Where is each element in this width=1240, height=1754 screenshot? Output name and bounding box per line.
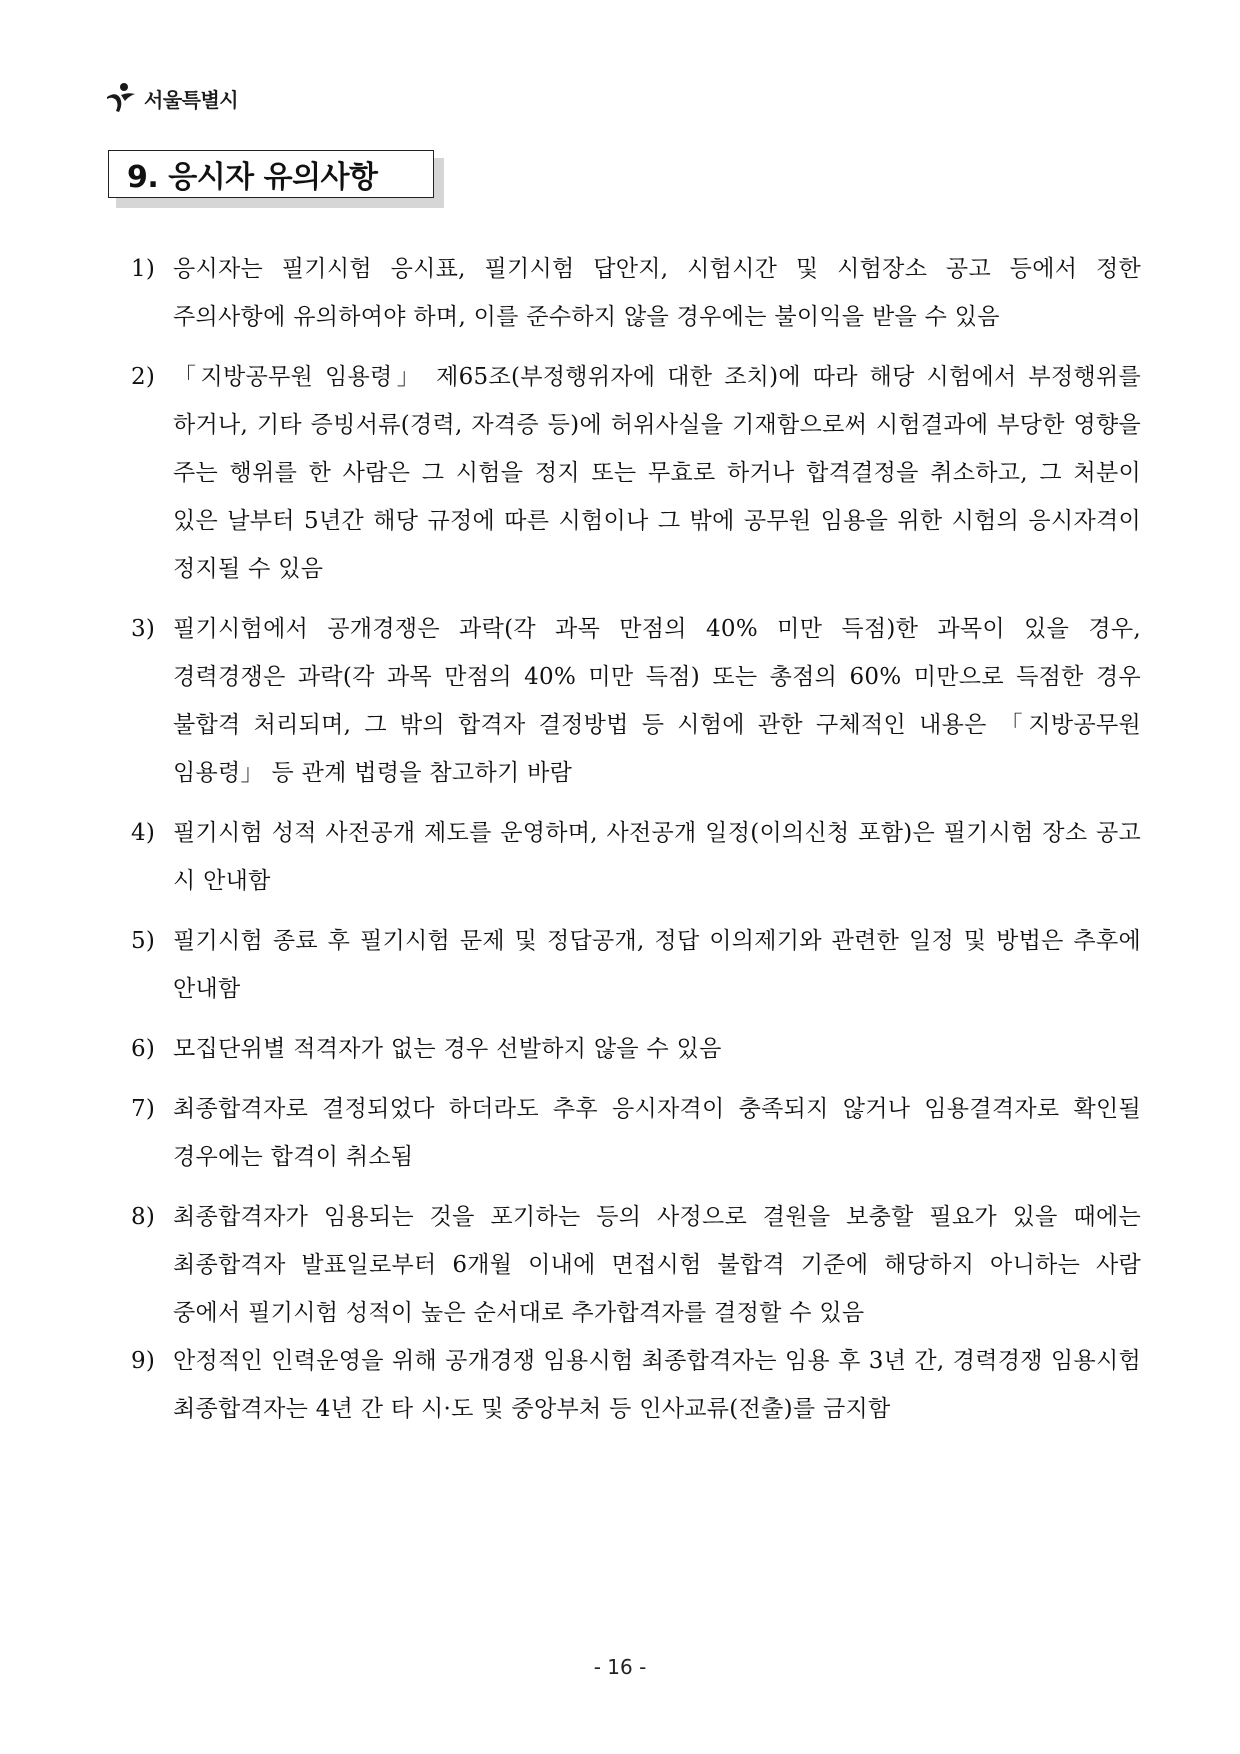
notice-item: [131, 353, 1141, 593]
notice-item: [131, 1085, 1141, 1181]
notice-item: [131, 245, 1141, 341]
notice-item: [131, 1337, 1141, 1433]
notice-item: [131, 1193, 1141, 1337]
notice-item-text: 필기시험 종료 후 필기시험 문제 및 정답공개, 정답 이의제기와 관련한 일정 및 방법은 추후에 안내함: [173, 928, 1141, 1002]
notice-item-text: 최종합격자로 결정되었다 하더라도 추후 응시자격이 충족되지 않거나 임용결격자로 확인될 경우에는 합격이 취소됨: [173, 1096, 1141, 1170]
notice-list: [131, 245, 1141, 1433]
notice-item-text: 최종합격자가 임용되는 것을 포기하는 등의 사정으로 결원을 보충할 필요가 있을 때에는 최종합격자 발표일로부터 6개월 이내에 면접시험 불합격 기준에 해당하지 아니하는 사람 중에서 필기시험 성적이 높은 순서대로 추가합격자를 결정할 수 있음: [173, 1204, 1141, 1326]
section-title-wrap: [108, 150, 434, 198]
notice-item-text: 모집단위별 적격자가 없는 경우 선발하지 않을 수 있음: [173, 1036, 722, 1062]
notice-item-number: 3): [131, 616, 156, 642]
notice-item-number: 9): [131, 1348, 156, 1374]
section-title: 9. 응시자 유의사항: [108, 150, 434, 198]
org-logo: [104, 80, 238, 116]
notice-item-text: 필기시험 성적 사전공개 제도를 운영하며, 사전공개 일정(이의신청 포함)은 필기시험 장소 공고 시 안내함: [173, 820, 1141, 894]
notice-item-number: 5): [131, 928, 156, 954]
notice-item-number: 1): [131, 256, 156, 282]
notice-item-number: 7): [131, 1096, 156, 1122]
notice-item-text: 응시자는 필기시험 응시표, 필기시험 답안지, 시험시간 및 시험장소 공고 등에서 정한 주의사항에 유의하여야 하며, 이를 준수하지 않을 경우에는 불이익을 받을 수 있음: [173, 256, 1141, 330]
notice-item-text: 안정적인 인력운영을 위해 공개경쟁 임용시험 최종합격자는 임용 후 3년 간, 경력경쟁 임용시험 최종합격자는 4년 간 타 시·도 및 중앙부처 등 인사교류(전출)를 금지함: [173, 1348, 1141, 1422]
notice-item-number: 6): [131, 1036, 156, 1062]
notice-item-text: 필기시험에서 공개경쟁은 과락(각 과목 만점의 40% 미만 득점)한 과목이 있을 경우, 경력경쟁은 과락(각 과목 만점의 40% 미만 득점) 또는 총점의 60% 미만으로 득점한 경우 불합격 처리되며, 그 밖의 합격자 결정방법 등 시험에 관한 구체적인 내용은 「지방공무원 임용령」 등 관계 법령을 참고하기 바람: [173, 616, 1141, 786]
seoul-logo-icon: [104, 81, 138, 115]
notice-item: [131, 605, 1141, 797]
notice-item-number: 8): [131, 1204, 156, 1230]
notice-item: [131, 917, 1141, 1013]
notice-item-number: 4): [131, 820, 156, 846]
notice-item: [131, 1025, 1141, 1073]
notice-item-number: 2): [131, 364, 156, 390]
notice-item: [131, 809, 1141, 905]
page-number: - 16 -: [593, 1655, 647, 1679]
org-name: 서울특별시: [144, 87, 239, 112]
notice-item-text: 「지방공무원 임용령」 제65조(부정행위자에 대한 조치)에 따라 해당 시험에서 부정행위를 하거나, 기타 증빙서류(경력, 자격증 등)에 허위사실을 기재함으로써 시험결과에 부당한 영향을 주는 행위를 한 사람은 그 시험을 정지 또는 무효로 하거나 합격결정을 취소하고, 그 처분이 있은 날부터 5년간 해당 규정에 따른 시험이나 그 밖에 공무원 임용을 위한 시험의 응시자격이 정지될 수 있음: [173, 364, 1141, 582]
